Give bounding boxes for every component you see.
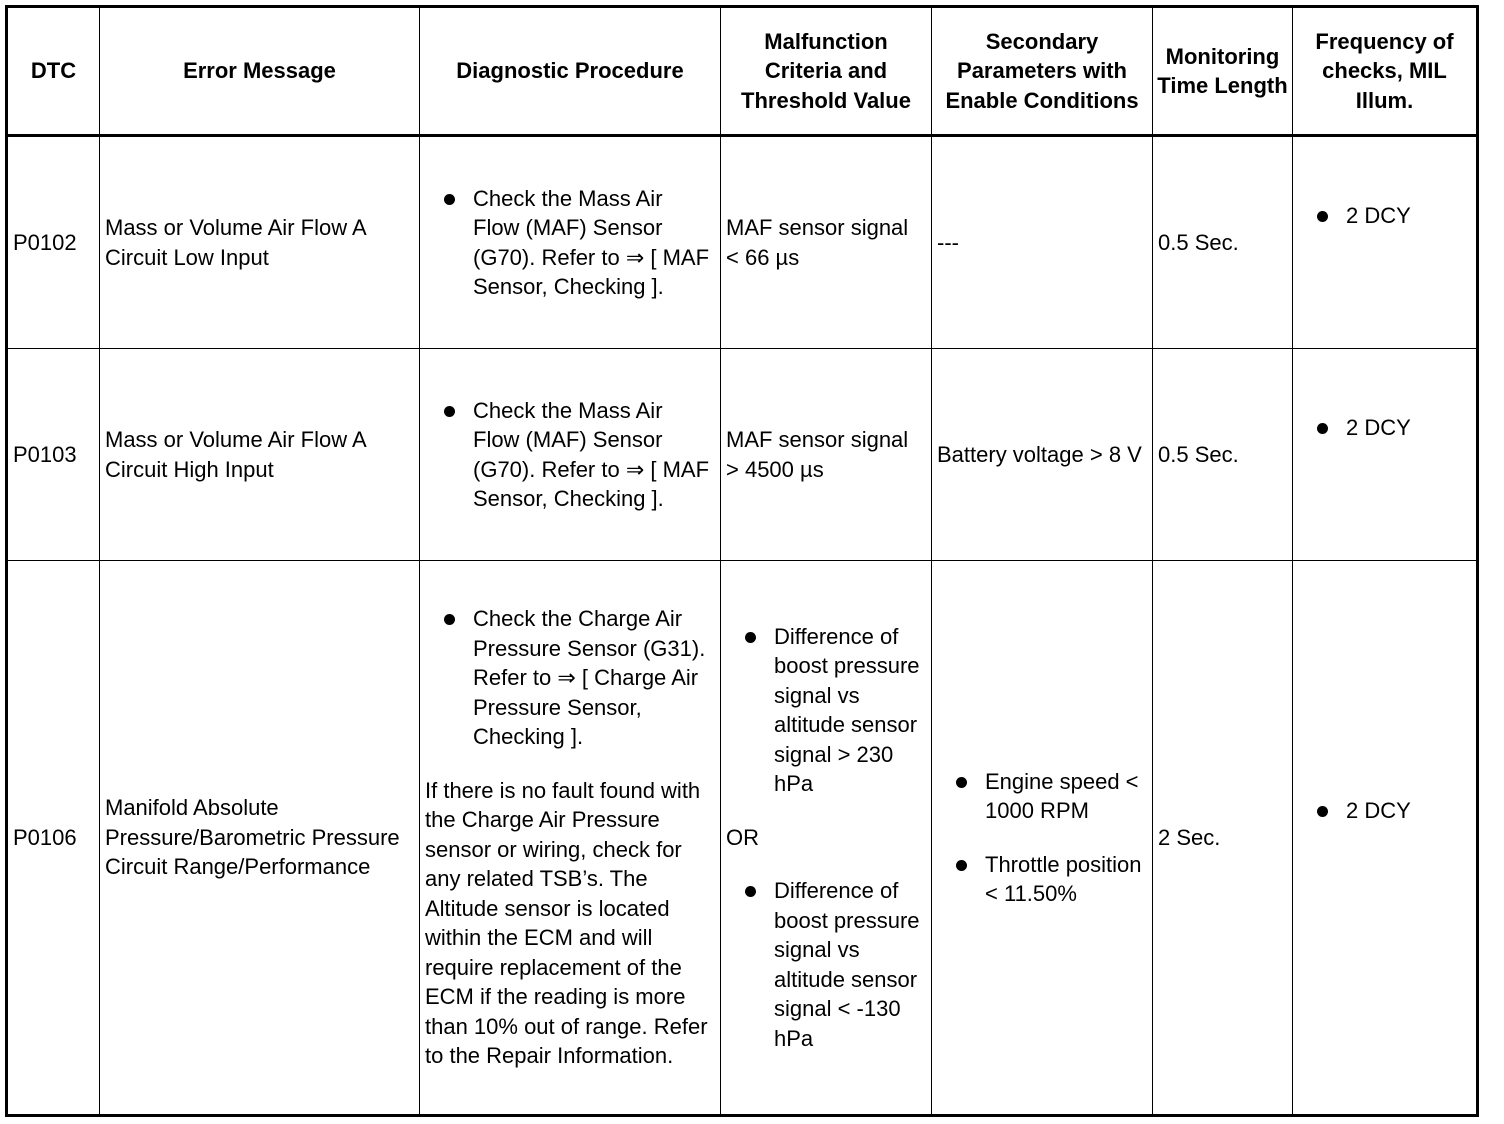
table-header xyxy=(7,7,1478,136)
secondary-list xyxy=(937,767,1147,909)
cell-diagnostic-procedure xyxy=(420,349,721,561)
diagnostic-list xyxy=(425,604,715,752)
cell-frequency xyxy=(1293,349,1478,561)
cell-error-message: Mass or Volume Air Flow A Circuit Low Input xyxy=(100,136,420,349)
frequency-list xyxy=(1298,796,1471,826)
dtc-table xyxy=(5,5,1479,1117)
malfunction-criterion: Difference of boost pressure signal vs altitude sensor signal > 230 hPa xyxy=(726,622,926,799)
frequency-value: 2 DCY xyxy=(1298,413,1471,443)
cell-dtc: P0106 xyxy=(7,561,100,1116)
diagnostic-step: Check the Charge Air Pressure Sensor (G31). Refer to ⇒ [ Charge Air Pressure Sensor, Checking ]. xyxy=(425,604,715,752)
header-row xyxy=(7,7,1478,136)
cell-malfunction: MAF sensor signal > 4500 µs xyxy=(721,349,932,561)
cell-error-message: Mass or Volume Air Flow A Circuit High Input xyxy=(100,349,420,561)
table-body xyxy=(7,136,1478,1116)
table-row xyxy=(7,349,1478,561)
table-row xyxy=(7,136,1478,349)
cell-dtc: P0103 xyxy=(7,349,100,561)
diagnostic-list xyxy=(425,184,715,302)
header-frequency: Frequency of checks, MIL Illum. xyxy=(1293,7,1478,136)
header-secondary-parameters: Secondary Parameters with Enable Conditions xyxy=(932,7,1153,136)
cell-secondary: --- xyxy=(932,136,1153,349)
frequency-value: 2 DCY xyxy=(1298,796,1471,826)
header-monitoring-time: Monitoring Time Length xyxy=(1153,7,1293,136)
diagnostic-list xyxy=(425,396,715,514)
secondary-condition: Throttle position < 11.50% xyxy=(937,850,1147,909)
cell-monitoring: 0.5 Sec. xyxy=(1153,136,1293,349)
malfunction-list-2 xyxy=(726,876,926,1053)
cell-error-message: Manifold Absolute Pressure/Barometric Pressure Circuit Range/Performance xyxy=(100,561,420,1116)
malfunction-criterion: Difference of boost pressure signal vs altitude sensor signal < -130 hPa xyxy=(726,876,926,1053)
header-diagnostic-procedure: Diagnostic Procedure xyxy=(420,7,721,136)
cell-diagnostic-procedure xyxy=(420,136,721,349)
malfunction-or: OR xyxy=(726,824,759,850)
header-error-message: Error Message xyxy=(100,7,420,136)
header-dtc: DTC xyxy=(7,7,100,136)
cell-frequency xyxy=(1293,136,1478,349)
malfunction-list-1 xyxy=(726,622,926,799)
cell-secondary: Battery voltage > 8 V xyxy=(932,349,1153,561)
cell-malfunction xyxy=(721,561,932,1116)
cell-malfunction: MAF sensor signal < 66 µs xyxy=(721,136,932,349)
secondary-condition: Engine speed < 1000 RPM xyxy=(937,767,1147,826)
cell-frequency xyxy=(1293,561,1478,1116)
diagnostic-note: If there is no fault found with the Charge Air Pressure sensor or wiring, check for any related TSB’s. The Altitude sensor is located within the ECM and will require replacement of the ECM if the reading is more than 10% out of range. Refer to the Repair Information. xyxy=(425,777,708,1069)
table-row xyxy=(7,561,1478,1116)
cell-monitoring: 2 Sec. xyxy=(1153,561,1293,1116)
frequency-list xyxy=(1298,413,1471,443)
cell-diagnostic-procedure xyxy=(420,561,721,1116)
cell-secondary xyxy=(932,561,1153,1116)
header-malfunction-criteria: Malfunction Criteria and Threshold Value xyxy=(721,7,932,136)
frequency-list xyxy=(1298,201,1471,231)
cell-dtc: P0102 xyxy=(7,136,100,349)
cell-monitoring: 0.5 Sec. xyxy=(1153,349,1293,561)
diagnostic-step: Check the Mass Air Flow (MAF) Sensor (G70). Refer to ⇒ [ MAF Sensor, Checking ]. xyxy=(425,184,715,302)
frequency-value: 2 DCY xyxy=(1298,201,1471,231)
diagnostic-step: Check the Mass Air Flow (MAF) Sensor (G70). Refer to ⇒ [ MAF Sensor, Checking ]. xyxy=(425,396,715,514)
